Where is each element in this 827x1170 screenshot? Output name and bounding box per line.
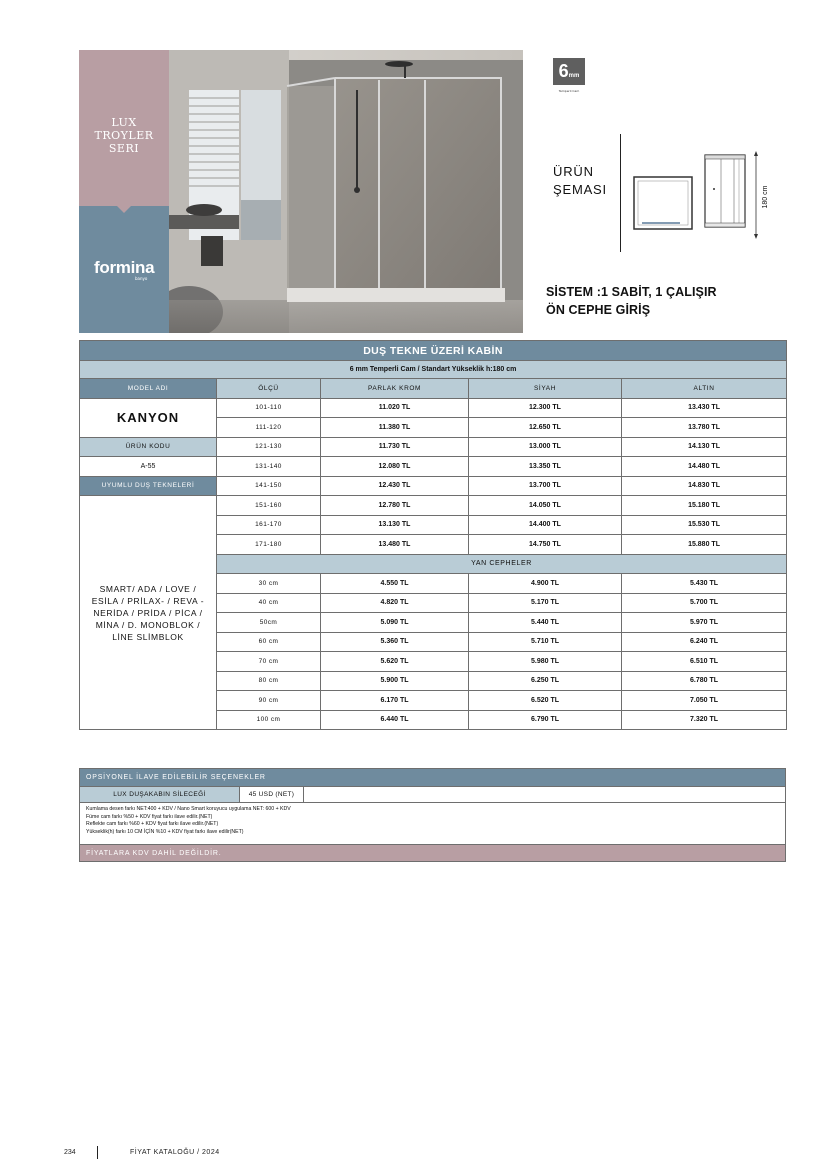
size-cell: 100 cm [217,710,321,730]
size-cell: 70 cm [217,652,321,672]
table-subtitle: 6 mm Temperli Cam / Standart Yükseklik h:180 cm [80,361,787,379]
price-chrome: 12.430 TL [321,476,469,496]
badge-caption: Temperli Cam [558,89,580,93]
table-row [80,496,787,516]
price-chrome: 13.480 TL [321,535,469,555]
vat-notice: FİYATLARA KDV DAHİL DEĞİLDİR. [80,844,785,861]
glass-thickness-badge [553,58,585,85]
price-black: 13.350 TL [469,457,622,477]
price-gold: 15.530 TL [622,515,787,535]
note-line: Yükseklik(h) farkı 10 CM İÇİN %10 + KDV fiyat farkı ilave edilir(NET) [86,828,244,835]
price-black: 12.300 TL [469,398,622,418]
table-title: DUŞ TEKNE ÜZERİ KABİN [80,341,787,361]
price-black: 13.700 TL [469,476,622,496]
header-black: SİYAH [469,379,622,399]
table-header-row [80,379,787,399]
brand-logo: formina [94,258,155,277]
compatible-trays-label: UYUMLU DUŞ TEKNELERİ [80,476,217,496]
price-gold: 5.430 TL [622,574,787,594]
price-black: 6.520 TL [469,691,622,711]
price-chrome: 5.900 TL [321,671,469,691]
price-chrome: 13.130 TL [321,515,469,535]
price-chrome: 11.020 TL [321,398,469,418]
header-model: MODEL ADI [80,379,217,399]
badge-unit: mm [568,73,580,79]
price-gold: 6.510 TL [622,652,787,672]
price-gold: 5.700 TL [622,593,787,613]
price-chrome: 4.550 TL [321,574,469,594]
size-cell: 171-180 [217,535,321,555]
price-chrome: 6.170 TL [321,691,469,711]
note-line: Kumlama desen farkı NET:400 + KDV / Nano Smart koruyucu uygulama NET: 600 + KDV [86,806,291,812]
series-line-1: LUX [111,116,137,129]
size-cell: 121-130 [217,437,321,457]
size-cell: 111-120 [217,418,321,438]
table-row [80,476,787,496]
price-black: 13.000 TL [469,437,622,457]
shower-cabin-photo [169,50,523,333]
size-cell: 131-140 [217,457,321,477]
price-black: 5.980 TL [469,652,622,672]
size-cell: 151-160 [217,496,321,516]
table-row [80,398,787,418]
optional-notes [80,802,785,844]
price-black: 5.170 TL [469,593,622,613]
price-chrome: 5.620 TL [321,652,469,672]
catalog-title: FİYAT KATALOĞU / 2024 [130,1149,220,1156]
schema-height-label: 180 cm [762,185,769,209]
product-schema-label [553,163,607,199]
table-title-row [80,341,787,361]
price-gold: 13.430 TL [622,398,787,418]
price-chrome: 11.730 TL [321,437,469,457]
hero-side-panel [79,50,169,333]
price-black: 14.400 TL [469,515,622,535]
brand-logo-sub: banyo [135,276,148,281]
price-gold: 6.240 TL [622,632,787,652]
system-description [546,283,717,319]
price-black: 5.440 TL [469,613,622,633]
price-chrome: 11.380 TL [321,418,469,438]
compatible-trays-list: SMART/ ADA / LOVE / ESİLA / PRİLAX- / REVA -NERİDA / PRİDA / PİCA / MİNA / D. MONOBLOK / LİNE SLİMBLOK [80,496,217,730]
price-black: 14.750 TL [469,535,622,555]
wiper-price: 45 USD (NET) [240,787,304,802]
hero-banner [79,50,523,333]
schema-label-line-2: ŞEMASI [553,182,607,197]
price-black: 12.650 TL [469,418,622,438]
price-black: 5.710 TL [469,632,622,652]
optional-extras-title: OPSİYONEL İLAVE EDİLEBİLİR SEÇENEKLER [80,769,785,786]
size-cell: 60 cm [217,632,321,652]
price-chrome: 5.090 TL [321,613,469,633]
side-panels-header: YAN CEPHELER [217,554,787,574]
system-line-2: ÖN CEPHE GİRİŞ [546,303,651,317]
price-gold: 6.780 TL [622,671,787,691]
price-chrome: 12.080 TL [321,457,469,477]
price-chrome: 4.820 TL [321,593,469,613]
series-line-3: SERI [108,142,140,155]
price-gold: 5.970 TL [622,613,787,633]
price-gold: 7.050 TL [622,691,787,711]
product-code: A-55 [80,457,217,477]
table-row [80,457,787,477]
size-cell: 101-110 [217,398,321,418]
price-gold: 14.830 TL [622,476,787,496]
price-gold: 14.480 TL [622,457,787,477]
footer-divider [97,1146,98,1159]
series-line-2: TROYLER [94,129,154,142]
size-cell: 40 cm [217,593,321,613]
product-code-label: ÜRÜN KODU [80,437,217,457]
size-cell: 141-150 [217,476,321,496]
price-black: 6.250 TL [469,671,622,691]
size-cell: 161-170 [217,515,321,535]
price-gold: 14.130 TL [622,437,787,457]
price-table [79,340,787,730]
size-cell: 50cm [217,613,321,633]
product-name: KANYON [80,398,217,437]
price-gold: 15.180 TL [622,496,787,516]
price-gold: 15.880 TL [622,535,787,555]
size-cell: 30 cm [217,574,321,594]
panel-notch [117,206,131,213]
size-cell: 90 cm [217,691,321,711]
header-size: ÖLÇÜ [217,379,321,399]
price-chrome: 5.360 TL [321,632,469,652]
price-black: 4.900 TL [469,574,622,594]
system-line-1: SİSTEM :1 SABİT, 1 ÇALIŞIR [546,285,717,299]
size-cell: 80 cm [217,671,321,691]
schema-divider [620,134,621,252]
table-row [80,437,787,457]
price-black: 14.050 TL [469,496,622,516]
header-gold: ALTIN [622,379,787,399]
note-line: Füme cam farkı %50 + KDV fiyat farkı ilave edilir.(NET) [86,813,213,820]
price-gold: 13.780 TL [622,418,787,438]
header-chrome: PARLAK KROM [321,379,469,399]
badge-number: 6 [558,61,569,81]
table-subtitle-row [80,361,787,379]
optional-extras-table [79,768,786,862]
note-line: Reflekte cam farkı %60 + KDV fiyat farkı ilave edilir.(NET) [86,821,219,827]
page-number: 234 [64,1149,76,1156]
price-chrome: 12.780 TL [321,496,469,516]
product-schema-diagram [630,145,775,240]
price-gold: 7.320 TL [622,710,787,730]
schema-label-line-1: ÜRÜN [553,164,594,179]
series-title [79,116,169,155]
wiper-row [80,786,785,802]
wiper-label: LUX DUŞAKABIN SİLECEĞİ [80,787,240,802]
price-chrome: 6.440 TL [321,710,469,730]
price-black: 6.790 TL [469,710,622,730]
